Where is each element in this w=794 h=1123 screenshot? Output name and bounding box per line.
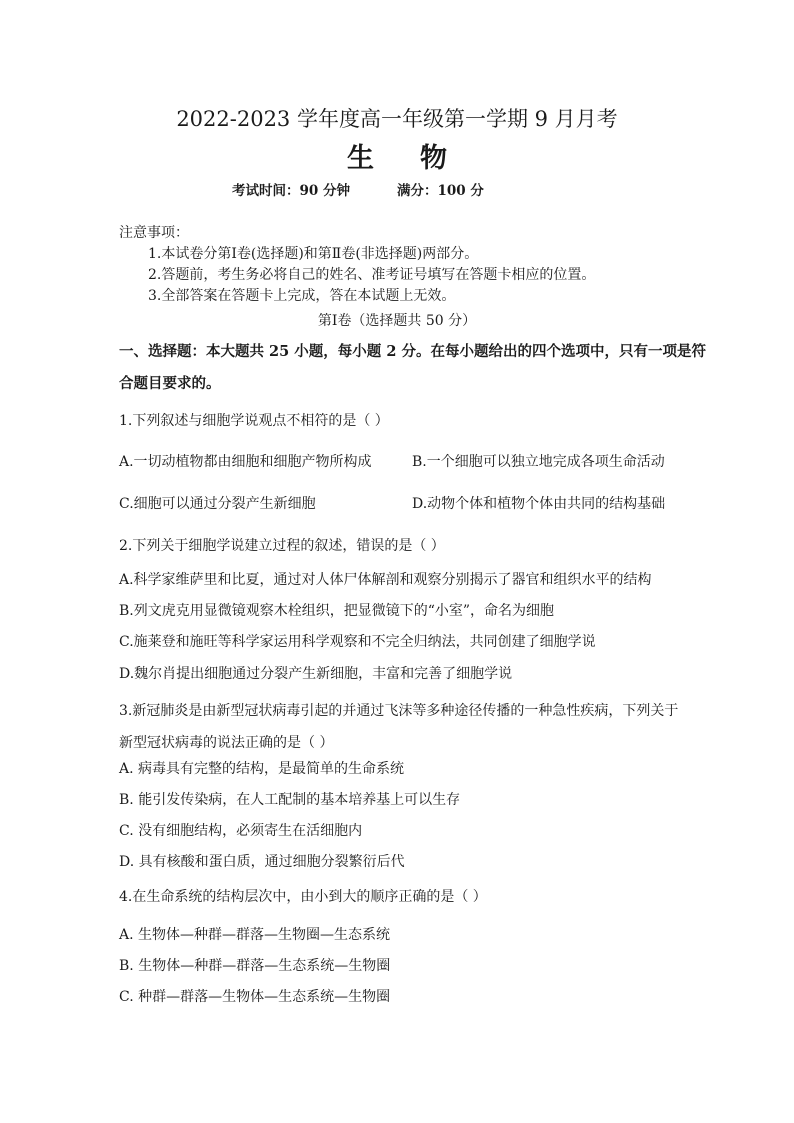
question-1-option-a: A.一切动植物都由细胞和细胞产物所构成 [119, 454, 372, 470]
subject-title: 生物 [347, 143, 493, 174]
question-1-option-b: B.一个细胞可以独立地完成各项生命活动 [412, 454, 665, 470]
question-2-stem: 2.下列关于细胞学说建立过程的叙述，错误的是（ ） [119, 538, 445, 554]
question-1-option-c: C.细胞可以通过分裂产生新细胞 [119, 496, 316, 512]
full-score: 满分：100 分 [397, 183, 484, 199]
question-1-stem: 1.下列叙述与细胞学说观点不相符的是（ ） [119, 413, 389, 429]
notes-heading: 注意事项： [119, 225, 189, 241]
question-4-option-a: A. 生物体—种群—群落—生物圈—生态系统 [119, 927, 391, 943]
question-4-stem: 4.在生命系统的结构层次中，由小到大的顺序正确的是（ ） [119, 889, 487, 905]
exam-title: 2022-2023 学年度高一年级第一学期 9 月月考 [176, 107, 618, 131]
question-3-option-d: D. 具有核酸和蛋白质，通过细胞分裂繁衍后代 [119, 854, 405, 870]
question-2-option-d: D.魏尔肖提出细胞通过分裂产生新细胞，丰富和完善了细胞学说 [119, 666, 513, 682]
question-3-stem-cont: 新型冠状病毒的说法正确的是（ ） [119, 735, 334, 751]
question-3-stem: 3.新冠肺炎是由新型冠状病毒引起的并通过飞沫等多种途径传播的一种急性疾病，下列关于 [119, 703, 679, 719]
question-3-option-b: B. 能引发传染病，在人工配制的基本培养基上可以生存 [119, 792, 461, 808]
question-4-option-c: C. 种群—群落—生物体—生态系统—生物圈 [119, 989, 391, 1005]
note-item-3: 3.全部答案在答题卡上完成，答在本试题上无效。 [148, 288, 456, 304]
question-4-option-b: B. 生物体—种群—群落—生态系统—生物圈 [119, 958, 391, 974]
section-instructions-cont: 合题目要求的。 [119, 375, 221, 392]
note-item-1: 1.本试卷分第Ⅰ卷(选择题)和第Ⅱ卷(非选择题)两部分。 [148, 246, 479, 262]
question-2-option-b: B.列文虎克用显微镜观察木栓组织，把显微镜下的“小室”，命名为细胞 [119, 603, 555, 619]
part-one-title: 第Ⅰ卷（选择题共 50 分） [317, 313, 477, 329]
question-3-option-c: C. 没有细胞结构，必须寄生在活细胞内 [119, 823, 363, 839]
exam-time: 考试时间：90 分钟 [232, 183, 350, 199]
question-2-option-a: A.科学家维萨里和比夏，通过对人体尸体解剖和观察分别揭示了器官和组织水平的结构 [119, 572, 652, 588]
section-instructions: 一、选择题：本大题共 25 小题，每小题 2 分。在每小题给出的四个选项中，只有一项是符 [119, 343, 706, 360]
question-3-option-a: A. 病毒具有完整的结构，是最简单的生命系统 [119, 761, 405, 777]
note-item-2: 2.答题前，考生务必将自己的姓名、准考证号填写在答题卡相应的位置。 [148, 267, 596, 283]
question-2-option-c: C.施莱登和施旺等科学家运用科学观察和不完全归纳法，共同创建了细胞学说 [119, 634, 596, 650]
question-1-option-d: D.动物个体和植物个体由共同的结构基础 [412, 496, 666, 512]
